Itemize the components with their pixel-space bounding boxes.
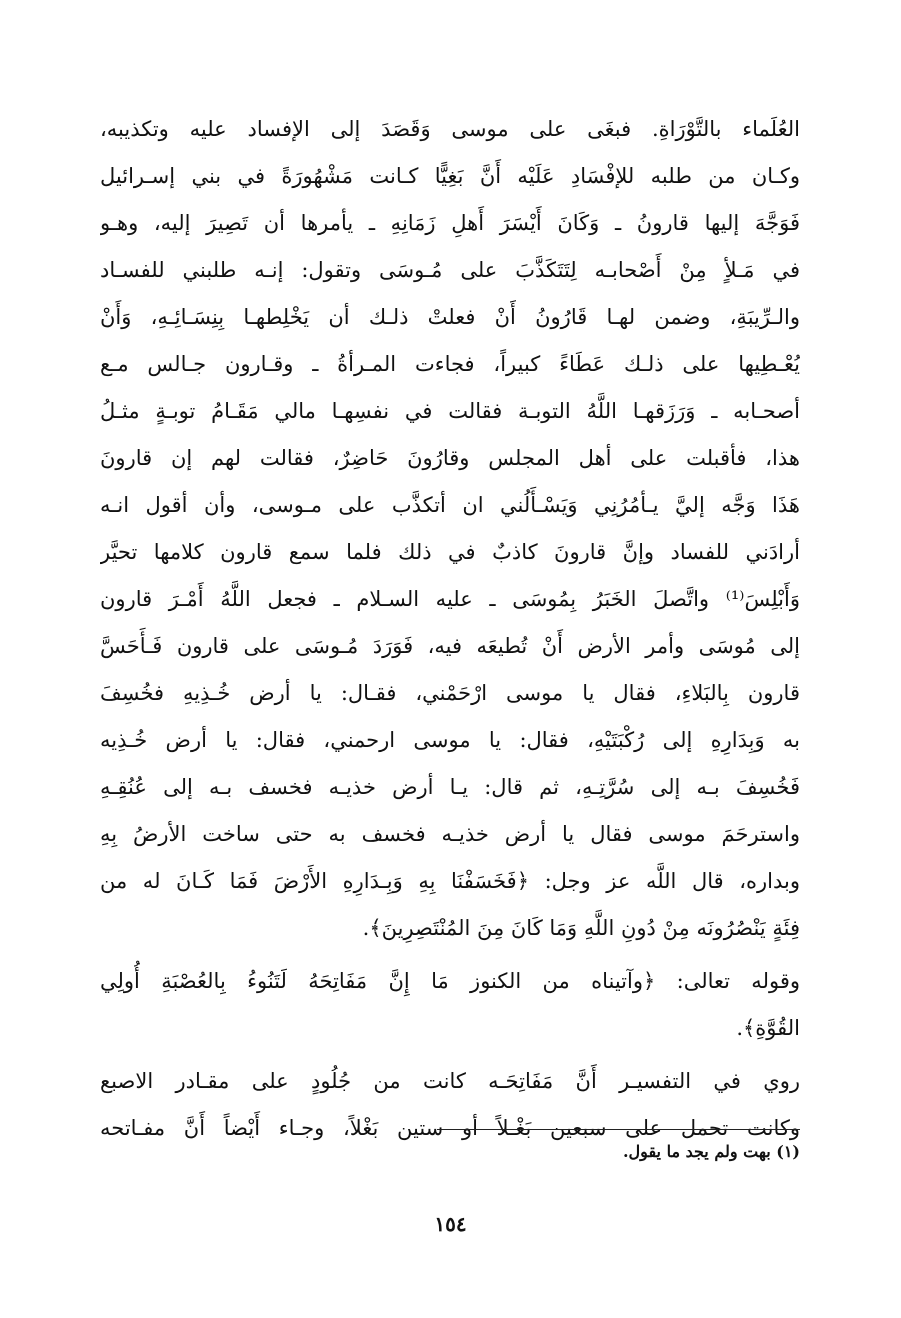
text-line: فَوَجَّهَ إليها قارونُ ـ وَكَانَ أَيْسَرَ أَهلِ زَمَانِهِ ـ يأمرها أن تَصِيرَ إليه، وهـو: [100, 211, 800, 235]
text-line: وكـان من طلبه للإفْسَادِ عَلَيْه أَنَّ بَغِيًّا كـانت مَشْهُورَةً في بني إسـرائيل: [100, 164, 800, 188]
paragraph-quran-verse: [100, 958, 800, 1052]
main-text: [100, 106, 800, 1152]
text-line: القُوَّةِ﴾.: [736, 1016, 800, 1040]
text-line: أرادَني للفساد وإنَّ قارونَ كاذبٌ في ذلك فلما سمع قارون كلامها تحيَّر: [100, 540, 800, 564]
page-number: ١٥٤: [434, 1212, 467, 1236]
text-line: فَخُسِفَ بـه إلى سُرَّتِـهِ، ثم قال: يـا أرض خذيـه فخسف بـه إلى عُنُقِـهِ: [100, 775, 800, 799]
footnote-separator: [437, 1129, 800, 1130]
text-line: وبداره، قال اللَّه عز وجل: ﴿فَخَسَفْنَا بِهِ وَبِـدَارِهِ الأَرْضَ فَمَا كَـانَ له من: [100, 869, 800, 893]
text-line: فِئَةٍ يَنْصُرُونَه مِنْ دُونِ اللَّهِ وَمَا كَانَ مِنَ المُنْتَصِرِينَ﴾.: [362, 916, 800, 940]
text-line: العُلَماء بالتَّوْرَاةِ. فبغَى على موسى وَقَصَدَ إلى الإفساد عليه وتكذيبه،: [100, 117, 800, 141]
text-line: قارون بِالبَلاءِ، فقال يا موسى ارْحَمْني، فقـال: يا أرض خُـذِيهِ فخُسِفَ: [100, 681, 800, 705]
text-line: هَذَا وَجَّه إليَّ يـأمُرُنِي وَيَسْـأَلُني ان أتكذَّب على مـوسى، وأن أقول انـه: [100, 493, 800, 517]
text-line: وكانت تحمل على سبعين بَغْـلاً أو ستين بَغْلاً، وجـاء أَيْضاً أَنَّ مفـاتحه: [100, 1116, 800, 1140]
text-line: هذا، فأقبلت على أهل المجلس وقارُونَ حَاضِرٌ، فقالت لهم إن قارونَ: [100, 446, 800, 470]
text-line: والـرِّيبَةِ، وضمن لهـا قَارُونُ أَنْ فعلتْ ذلـك أن يَخْلِطهـا بِنِسَـائِـهِ، وَأَنْ: [100, 305, 800, 329]
text-line: به وَبِدَارِهِ إلى رُكْبَتَيْهِ، فقال: يا موسى ارحمني، فقال: يا أرض خُـذِيه: [100, 728, 800, 752]
text-line: أصحـابه ـ وَرَزَقهـا اللَّهُ التوبـة فقالت في نفسِهـا مالي مَقَـامُ توبـةٍ مثـلُ: [100, 399, 800, 423]
footnote: (١) بهت ولم يجد ما يقول.: [622, 1142, 800, 1161]
text-line: في مَـلأٍ مِنْ أَصْحابـه لِتَتَكَذَّبَ على مُـوسَى وتقول: إنـه طلبني للفسـاد: [100, 258, 800, 282]
text-line: إلى مُوسَى وأمر الأرض أَنْ تُطيعَه فيه، فَوَرَدَ مُـوسَى على قارون فَـأَحَسَّ: [100, 634, 800, 658]
text-line: واسترحَمَ موسى فقال يا أرض خذيـه فخسف به حتى ساخت الأرضُ بِهِ: [100, 822, 800, 846]
text-line: روي في التفسيـر أَنَّ مَفَاتِحَـه كانت من جُلُودٍ على مقـادر الاصبع: [100, 1069, 800, 1093]
text-line: يُعْـطِيها على ذلـك عَطَاءً كبيراً، فجاءت المـرأةُ ـ وقـارون جـالس مـع: [100, 352, 800, 376]
text-line: وَأَبْلِسَ⁽¹⁾ واتَّصلَ الخَبَرُ بِمُوسَى ـ عليه السـلام ـ فجعل اللَّهُ أَمْـرَ قارون: [100, 587, 800, 611]
paragraph-story-of-qarun: [100, 106, 800, 952]
text-line: وقوله تعالى: ﴿وآتيناه من الكنوز مَا إِنَّ مَفَاتِحَهُ لَتَنُوءُ بِالعُصْبَةِ أُولِي: [100, 969, 800, 993]
